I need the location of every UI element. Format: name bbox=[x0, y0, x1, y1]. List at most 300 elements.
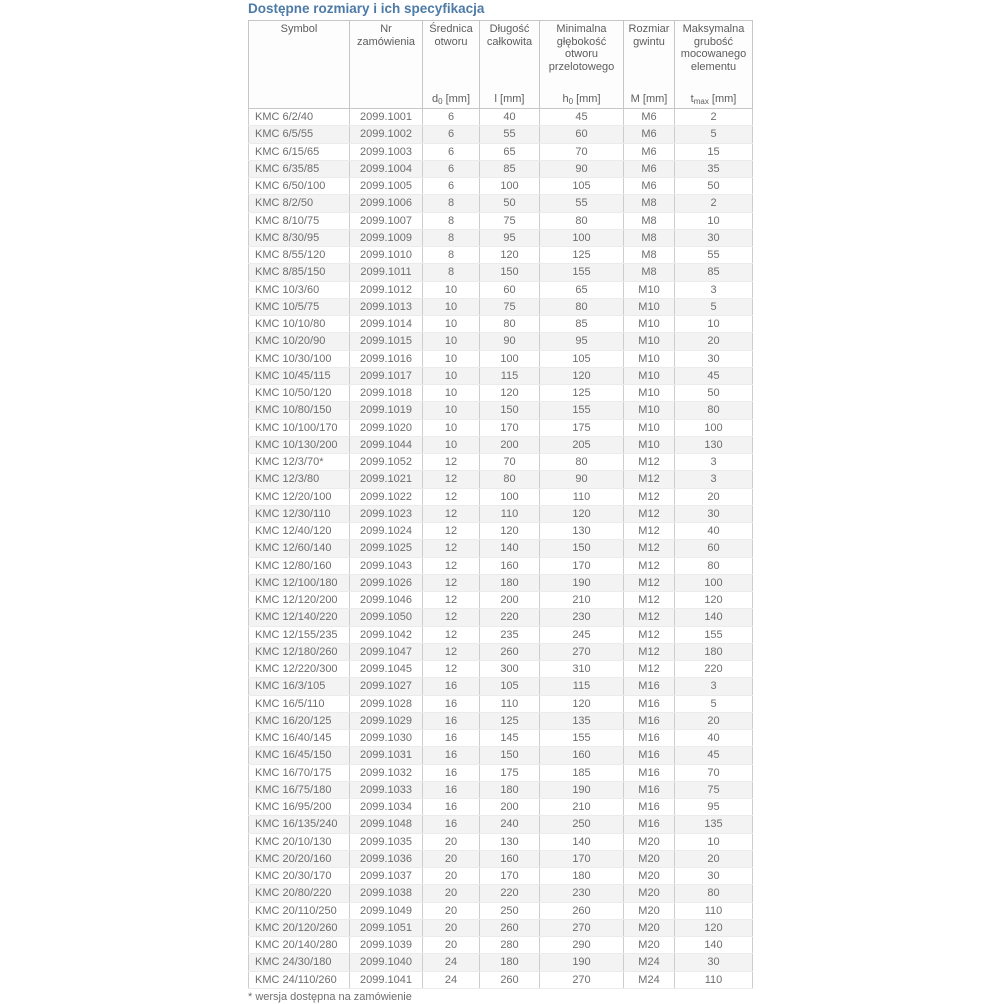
cell-order-number: 2099.1032 bbox=[350, 764, 423, 781]
cell-symbol: KMC 8/85/150 bbox=[249, 264, 350, 281]
cell-thread-size: M10 bbox=[624, 350, 675, 367]
cell-min-through-hole-depth: 170 bbox=[540, 850, 624, 867]
cell-order-number: 2099.1002 bbox=[350, 126, 423, 143]
cell-hole-diameter: 16 bbox=[423, 730, 480, 747]
cell-max-fastened-thickness: 20 bbox=[675, 488, 753, 505]
cell-max-fastened-thickness: 85 bbox=[675, 264, 753, 281]
cell-min-through-hole-depth: 90 bbox=[540, 160, 624, 177]
cell-symbol: KMC 6/50/100 bbox=[249, 178, 350, 195]
table-row bbox=[249, 833, 753, 850]
cell-min-through-hole-depth: 60 bbox=[540, 126, 624, 143]
cell-total-length: 175 bbox=[480, 764, 540, 781]
cell-hole-diameter: 10 bbox=[423, 298, 480, 315]
cell-total-length: 125 bbox=[480, 712, 540, 729]
cell-order-number: 2099.1041 bbox=[350, 971, 423, 988]
cell-thread-size: M16 bbox=[624, 747, 675, 764]
cell-max-fastened-thickness: 155 bbox=[675, 626, 753, 643]
cell-order-number: 2099.1035 bbox=[350, 833, 423, 850]
cell-hole-diameter: 6 bbox=[423, 109, 480, 126]
cell-total-length: 120 bbox=[480, 523, 540, 540]
cell-total-length: 145 bbox=[480, 730, 540, 747]
cell-symbol: KMC 10/100/170 bbox=[249, 419, 350, 436]
table-row bbox=[249, 264, 753, 281]
cell-min-through-hole-depth: 180 bbox=[540, 868, 624, 885]
cell-thread-size: M10 bbox=[624, 316, 675, 333]
cell-total-length: 160 bbox=[480, 557, 540, 574]
cell-hole-diameter: 12 bbox=[423, 523, 480, 540]
cell-thread-size: M10 bbox=[624, 333, 675, 350]
cell-min-through-hole-depth: 125 bbox=[540, 385, 624, 402]
cell-order-number: 2099.1012 bbox=[350, 281, 423, 298]
cell-hole-diameter: 12 bbox=[423, 488, 480, 505]
cell-total-length: 90 bbox=[480, 333, 540, 350]
cell-thread-size: M12 bbox=[624, 592, 675, 609]
cell-symbol: KMC 12/20/100 bbox=[249, 488, 350, 505]
cell-max-fastened-thickness: 50 bbox=[675, 178, 753, 195]
cell-total-length: 55 bbox=[480, 126, 540, 143]
cell-order-number: 2099.1031 bbox=[350, 747, 423, 764]
cell-hole-diameter: 12 bbox=[423, 609, 480, 626]
cell-min-through-hole-depth: 250 bbox=[540, 816, 624, 833]
col-thread-size: Rozmiar gwintu M [mm] bbox=[624, 21, 675, 109]
cell-total-length: 150 bbox=[480, 747, 540, 764]
cell-symbol: KMC 16/45/150 bbox=[249, 747, 350, 764]
table-row bbox=[249, 523, 753, 540]
cell-total-length: 75 bbox=[480, 212, 540, 229]
cell-total-length: 250 bbox=[480, 902, 540, 919]
cell-max-fastened-thickness: 80 bbox=[675, 885, 753, 902]
cell-hole-diameter: 12 bbox=[423, 626, 480, 643]
cell-thread-size: M20 bbox=[624, 937, 675, 954]
cell-order-number: 2099.1040 bbox=[350, 954, 423, 971]
cell-order-number: 2099.1029 bbox=[350, 712, 423, 729]
cell-symbol: KMC 16/135/240 bbox=[249, 816, 350, 833]
cell-hole-diameter: 10 bbox=[423, 281, 480, 298]
cell-order-number: 2099.1038 bbox=[350, 885, 423, 902]
cell-min-through-hole-depth: 175 bbox=[540, 419, 624, 436]
cell-thread-size: M12 bbox=[624, 557, 675, 574]
cell-thread-size: M10 bbox=[624, 367, 675, 384]
cell-min-through-hole-depth: 190 bbox=[540, 781, 624, 798]
cell-thread-size: M16 bbox=[624, 781, 675, 798]
cell-order-number: 2099.1010 bbox=[350, 247, 423, 264]
cell-max-fastened-thickness: 95 bbox=[675, 799, 753, 816]
cell-symbol: KMC 16/70/175 bbox=[249, 764, 350, 781]
table-row bbox=[249, 954, 753, 971]
cell-symbol: KMC 12/220/300 bbox=[249, 661, 350, 678]
cell-symbol: KMC 8/10/75 bbox=[249, 212, 350, 229]
cell-max-fastened-thickness: 20 bbox=[675, 850, 753, 867]
cell-min-through-hole-depth: 155 bbox=[540, 264, 624, 281]
cell-hole-diameter: 16 bbox=[423, 799, 480, 816]
cell-total-length: 115 bbox=[480, 367, 540, 384]
cell-thread-size: M10 bbox=[624, 419, 675, 436]
cell-symbol: KMC 12/40/120 bbox=[249, 523, 350, 540]
cell-hole-diameter: 12 bbox=[423, 505, 480, 522]
cell-order-number: 2099.1004 bbox=[350, 160, 423, 177]
cell-order-number: 2099.1018 bbox=[350, 385, 423, 402]
table-row bbox=[249, 126, 753, 143]
cell-min-through-hole-depth: 120 bbox=[540, 505, 624, 522]
cell-thread-size: M20 bbox=[624, 902, 675, 919]
cell-order-number: 2099.1049 bbox=[350, 902, 423, 919]
cell-order-number: 2099.1039 bbox=[350, 937, 423, 954]
table-row bbox=[249, 850, 753, 867]
cell-max-fastened-thickness: 10 bbox=[675, 316, 753, 333]
cell-total-length: 70 bbox=[480, 454, 540, 471]
cell-thread-size: M10 bbox=[624, 402, 675, 419]
cell-min-through-hole-depth: 95 bbox=[540, 333, 624, 350]
table-body bbox=[249, 109, 753, 989]
cell-max-fastened-thickness: 110 bbox=[675, 971, 753, 988]
cell-order-number: 2099.1006 bbox=[350, 195, 423, 212]
cell-thread-size: M6 bbox=[624, 109, 675, 126]
cell-order-number: 2099.1005 bbox=[350, 178, 423, 195]
col-hole-diameter: Średnica otworu $d_0$ [mm] bbox=[423, 21, 480, 109]
cell-total-length: 220 bbox=[480, 885, 540, 902]
cell-order-number: 2099.1030 bbox=[350, 730, 423, 747]
table-row bbox=[249, 902, 753, 919]
cell-order-number: 2099.1009 bbox=[350, 229, 423, 246]
table-row bbox=[249, 488, 753, 505]
cell-thread-size: M6 bbox=[624, 178, 675, 195]
cell-symbol: KMC 20/140/280 bbox=[249, 937, 350, 954]
cell-thread-size: M6 bbox=[624, 143, 675, 160]
cell-hole-diameter: 12 bbox=[423, 592, 480, 609]
cell-min-through-hole-depth: 210 bbox=[540, 799, 624, 816]
table-row bbox=[249, 937, 753, 954]
cell-max-fastened-thickness: 40 bbox=[675, 730, 753, 747]
cell-hole-diameter: 8 bbox=[423, 195, 480, 212]
cell-max-fastened-thickness: 5 bbox=[675, 126, 753, 143]
cell-max-fastened-thickness: 20 bbox=[675, 333, 753, 350]
cell-total-length: 220 bbox=[480, 609, 540, 626]
cell-max-fastened-thickness: 120 bbox=[675, 919, 753, 936]
cell-total-length: 280 bbox=[480, 937, 540, 954]
cell-symbol: KMC 24/30/180 bbox=[249, 954, 350, 971]
cell-symbol: KMC 10/80/150 bbox=[249, 402, 350, 419]
cell-order-number: 2099.1045 bbox=[350, 661, 423, 678]
cell-order-number: 2099.1022 bbox=[350, 488, 423, 505]
cell-max-fastened-thickness: 80 bbox=[675, 402, 753, 419]
cell-thread-size: M6 bbox=[624, 160, 675, 177]
cell-symbol: KMC 8/2/50 bbox=[249, 195, 350, 212]
cell-symbol: KMC 6/15/65 bbox=[249, 143, 350, 160]
cell-total-length: 85 bbox=[480, 160, 540, 177]
table-row bbox=[249, 229, 753, 246]
cell-min-through-hole-depth: 210 bbox=[540, 592, 624, 609]
cell-min-through-hole-depth: 85 bbox=[540, 316, 624, 333]
cell-max-fastened-thickness: 2 bbox=[675, 195, 753, 212]
table-row bbox=[249, 212, 753, 229]
cell-symbol: KMC 6/2/40 bbox=[249, 109, 350, 126]
cell-thread-size: M10 bbox=[624, 436, 675, 453]
table-row bbox=[249, 160, 753, 177]
cell-hole-diameter: 8 bbox=[423, 229, 480, 246]
cell-total-length: 150 bbox=[480, 264, 540, 281]
cell-hole-diameter: 10 bbox=[423, 436, 480, 453]
table-row bbox=[249, 402, 753, 419]
cell-symbol: KMC 16/5/110 bbox=[249, 695, 350, 712]
cell-total-length: 150 bbox=[480, 402, 540, 419]
cell-max-fastened-thickness: 45 bbox=[675, 747, 753, 764]
cell-hole-diameter: 12 bbox=[423, 643, 480, 660]
cell-symbol: KMC 20/110/250 bbox=[249, 902, 350, 919]
cell-thread-size: M24 bbox=[624, 954, 675, 971]
col-symbol: Symbol bbox=[249, 21, 350, 109]
table-row bbox=[249, 799, 753, 816]
cell-max-fastened-thickness: 100 bbox=[675, 574, 753, 591]
cell-order-number: 2099.1003 bbox=[350, 143, 423, 160]
cell-symbol: KMC 12/100/180 bbox=[249, 574, 350, 591]
col-max-fastened-thickness: Maksymalna grubość mocowanego elementu $t_{max}$ [mm] bbox=[675, 21, 753, 109]
cell-min-through-hole-depth: 120 bbox=[540, 367, 624, 384]
cell-thread-size: M10 bbox=[624, 385, 675, 402]
cell-order-number: 2099.1001 bbox=[350, 109, 423, 126]
cell-symbol: KMC 10/45/115 bbox=[249, 367, 350, 384]
cell-hole-diameter: 12 bbox=[423, 661, 480, 678]
cell-order-number: 2099.1046 bbox=[350, 592, 423, 609]
cell-hole-diameter: 16 bbox=[423, 712, 480, 729]
cell-thread-size: M16 bbox=[624, 764, 675, 781]
table-row bbox=[249, 281, 753, 298]
cell-min-through-hole-depth: 190 bbox=[540, 954, 624, 971]
cell-symbol: KMC 16/20/125 bbox=[249, 712, 350, 729]
col-min-through-hole-depth: Minimalna głębokość otworu przelotowego $h_0$ [mm] bbox=[540, 21, 624, 109]
cell-min-through-hole-depth: 80 bbox=[540, 212, 624, 229]
cell-symbol: KMC 20/20/160 bbox=[249, 850, 350, 867]
cell-hole-diameter: 16 bbox=[423, 747, 480, 764]
cell-hole-diameter: 12 bbox=[423, 540, 480, 557]
cell-order-number: 2099.1015 bbox=[350, 333, 423, 350]
cell-thread-size: M16 bbox=[624, 695, 675, 712]
table-row bbox=[249, 609, 753, 626]
cell-total-length: 110 bbox=[480, 695, 540, 712]
cell-symbol: KMC 12/3/70* bbox=[249, 454, 350, 471]
cell-total-length: 60 bbox=[480, 281, 540, 298]
cell-thread-size: M6 bbox=[624, 126, 675, 143]
cell-min-through-hole-depth: 140 bbox=[540, 833, 624, 850]
cell-min-through-hole-depth: 125 bbox=[540, 247, 624, 264]
col-total-length: Długość całkowita l [mm] bbox=[480, 21, 540, 109]
cell-thread-size: M12 bbox=[624, 523, 675, 540]
cell-hole-diameter: 10 bbox=[423, 333, 480, 350]
table-row bbox=[249, 333, 753, 350]
cell-symbol: KMC 10/30/100 bbox=[249, 350, 350, 367]
table-row bbox=[249, 195, 753, 212]
cell-min-through-hole-depth: 155 bbox=[540, 402, 624, 419]
cell-total-length: 170 bbox=[480, 419, 540, 436]
table-row bbox=[249, 747, 753, 764]
cell-max-fastened-thickness: 55 bbox=[675, 247, 753, 264]
cell-order-number: 2099.1036 bbox=[350, 850, 423, 867]
cell-order-number: 2099.1017 bbox=[350, 367, 423, 384]
cell-order-number: 2099.1023 bbox=[350, 505, 423, 522]
col-order-number: Nr zamówienia bbox=[350, 21, 423, 109]
cell-min-through-hole-depth: 230 bbox=[540, 885, 624, 902]
table-row bbox=[249, 436, 753, 453]
table-row bbox=[249, 385, 753, 402]
cell-max-fastened-thickness: 40 bbox=[675, 523, 753, 540]
cell-symbol: KMC 16/75/180 bbox=[249, 781, 350, 798]
cell-hole-diameter: 16 bbox=[423, 678, 480, 695]
cell-hole-diameter: 20 bbox=[423, 902, 480, 919]
cell-max-fastened-thickness: 220 bbox=[675, 661, 753, 678]
cell-order-number: 2099.1044 bbox=[350, 436, 423, 453]
cell-total-length: 180 bbox=[480, 954, 540, 971]
cell-total-length: 170 bbox=[480, 868, 540, 885]
cell-thread-size: M16 bbox=[624, 816, 675, 833]
cell-order-number: 2099.1025 bbox=[350, 540, 423, 557]
table-row bbox=[249, 712, 753, 729]
cell-min-through-hole-depth: 80 bbox=[540, 454, 624, 471]
cell-min-through-hole-depth: 65 bbox=[540, 281, 624, 298]
table-row bbox=[249, 574, 753, 591]
cell-hole-diameter: 8 bbox=[423, 212, 480, 229]
cell-total-length: 235 bbox=[480, 626, 540, 643]
cell-thread-size: M12 bbox=[624, 626, 675, 643]
cell-thread-size: M16 bbox=[624, 712, 675, 729]
cell-total-length: 200 bbox=[480, 436, 540, 453]
cell-order-number: 2099.1026 bbox=[350, 574, 423, 591]
cell-total-length: 130 bbox=[480, 833, 540, 850]
cell-max-fastened-thickness: 30 bbox=[675, 229, 753, 246]
cell-symbol: KMC 10/20/90 bbox=[249, 333, 350, 350]
cell-order-number: 2099.1021 bbox=[350, 471, 423, 488]
cell-thread-size: M12 bbox=[624, 471, 675, 488]
cell-order-number: 2099.1011 bbox=[350, 264, 423, 281]
cell-max-fastened-thickness: 3 bbox=[675, 471, 753, 488]
cell-thread-size: M12 bbox=[624, 574, 675, 591]
cell-order-number: 2099.1028 bbox=[350, 695, 423, 712]
cell-min-through-hole-depth: 230 bbox=[540, 609, 624, 626]
cell-min-through-hole-depth: 130 bbox=[540, 523, 624, 540]
cell-total-length: 100 bbox=[480, 178, 540, 195]
table-row bbox=[249, 540, 753, 557]
table-row bbox=[249, 471, 753, 488]
page-title: Dostępne rozmiary i ich specyfikacja bbox=[248, 1, 485, 16]
specification-table bbox=[248, 20, 753, 989]
cell-symbol: KMC 6/35/85 bbox=[249, 160, 350, 177]
cell-hole-diameter: 10 bbox=[423, 367, 480, 384]
cell-hole-diameter: 12 bbox=[423, 574, 480, 591]
table-row bbox=[249, 367, 753, 384]
cell-total-length: 120 bbox=[480, 385, 540, 402]
cell-max-fastened-thickness: 10 bbox=[675, 212, 753, 229]
cell-order-number: 2099.1037 bbox=[350, 868, 423, 885]
cell-total-length: 200 bbox=[480, 592, 540, 609]
cell-thread-size: M12 bbox=[624, 488, 675, 505]
cell-total-length: 110 bbox=[480, 505, 540, 522]
product-specification-section bbox=[248, 0, 754, 1004]
cell-max-fastened-thickness: 100 bbox=[675, 419, 753, 436]
table-row bbox=[249, 885, 753, 902]
table-row bbox=[249, 557, 753, 574]
cell-hole-diameter: 16 bbox=[423, 695, 480, 712]
cell-total-length: 100 bbox=[480, 350, 540, 367]
cell-max-fastened-thickness: 30 bbox=[675, 350, 753, 367]
cell-hole-diameter: 6 bbox=[423, 143, 480, 160]
cell-min-through-hole-depth: 100 bbox=[540, 229, 624, 246]
cell-min-through-hole-depth: 245 bbox=[540, 626, 624, 643]
cell-max-fastened-thickness: 2 bbox=[675, 109, 753, 126]
cell-min-through-hole-depth: 105 bbox=[540, 350, 624, 367]
table-row bbox=[249, 178, 753, 195]
cell-thread-size: M20 bbox=[624, 885, 675, 902]
cell-min-through-hole-depth: 185 bbox=[540, 764, 624, 781]
cell-max-fastened-thickness: 130 bbox=[675, 436, 753, 453]
cell-thread-size: M20 bbox=[624, 850, 675, 867]
cell-max-fastened-thickness: 5 bbox=[675, 695, 753, 712]
cell-total-length: 65 bbox=[480, 143, 540, 160]
cell-order-number: 2099.1013 bbox=[350, 298, 423, 315]
cell-symbol: KMC 10/5/75 bbox=[249, 298, 350, 315]
cell-max-fastened-thickness: 45 bbox=[675, 367, 753, 384]
cell-hole-diameter: 8 bbox=[423, 264, 480, 281]
cell-total-length: 120 bbox=[480, 247, 540, 264]
cell-symbol: KMC 12/180/260 bbox=[249, 643, 350, 660]
cell-min-through-hole-depth: 290 bbox=[540, 937, 624, 954]
table-row bbox=[249, 764, 753, 781]
cell-symbol: KMC 16/40/145 bbox=[249, 730, 350, 747]
cell-max-fastened-thickness: 3 bbox=[675, 678, 753, 695]
cell-symbol: KMC 20/120/260 bbox=[249, 919, 350, 936]
cell-thread-size: M12 bbox=[624, 661, 675, 678]
cell-symbol: KMC 12/155/235 bbox=[249, 626, 350, 643]
cell-symbol: KMC 10/10/80 bbox=[249, 316, 350, 333]
cell-total-length: 40 bbox=[480, 109, 540, 126]
cell-max-fastened-thickness: 140 bbox=[675, 937, 753, 954]
table-row bbox=[249, 109, 753, 126]
table-row bbox=[249, 971, 753, 988]
cell-min-through-hole-depth: 155 bbox=[540, 730, 624, 747]
cell-max-fastened-thickness: 20 bbox=[675, 712, 753, 729]
cell-symbol: KMC 12/30/110 bbox=[249, 505, 350, 522]
cell-total-length: 50 bbox=[480, 195, 540, 212]
cell-max-fastened-thickness: 10 bbox=[675, 833, 753, 850]
cell-hole-diameter: 10 bbox=[423, 419, 480, 436]
cell-total-length: 200 bbox=[480, 799, 540, 816]
table-row bbox=[249, 505, 753, 522]
cell-total-length: 75 bbox=[480, 298, 540, 315]
table-row bbox=[249, 298, 753, 315]
cell-symbol: KMC 12/60/140 bbox=[249, 540, 350, 557]
cell-total-length: 80 bbox=[480, 316, 540, 333]
cell-total-length: 180 bbox=[480, 574, 540, 591]
cell-min-through-hole-depth: 80 bbox=[540, 298, 624, 315]
cell-hole-diameter: 24 bbox=[423, 971, 480, 988]
cell-total-length: 240 bbox=[480, 816, 540, 833]
cell-max-fastened-thickness: 5 bbox=[675, 298, 753, 315]
cell-max-fastened-thickness: 140 bbox=[675, 609, 753, 626]
cell-thread-size: M10 bbox=[624, 281, 675, 298]
table-row bbox=[249, 592, 753, 609]
table-row bbox=[249, 781, 753, 798]
cell-min-through-hole-depth: 105 bbox=[540, 178, 624, 195]
cell-thread-size: M16 bbox=[624, 799, 675, 816]
cell-order-number: 2099.1034 bbox=[350, 799, 423, 816]
cell-min-through-hole-depth: 120 bbox=[540, 695, 624, 712]
cell-order-number: 2099.1052 bbox=[350, 454, 423, 471]
cell-total-length: 95 bbox=[480, 229, 540, 246]
cell-thread-size: M12 bbox=[624, 540, 675, 557]
cell-min-through-hole-depth: 70 bbox=[540, 143, 624, 160]
cell-thread-size: M16 bbox=[624, 678, 675, 695]
cell-order-number: 2099.1024 bbox=[350, 523, 423, 540]
cell-symbol: KMC 20/80/220 bbox=[249, 885, 350, 902]
cell-thread-size: M8 bbox=[624, 229, 675, 246]
cell-thread-size: M20 bbox=[624, 833, 675, 850]
